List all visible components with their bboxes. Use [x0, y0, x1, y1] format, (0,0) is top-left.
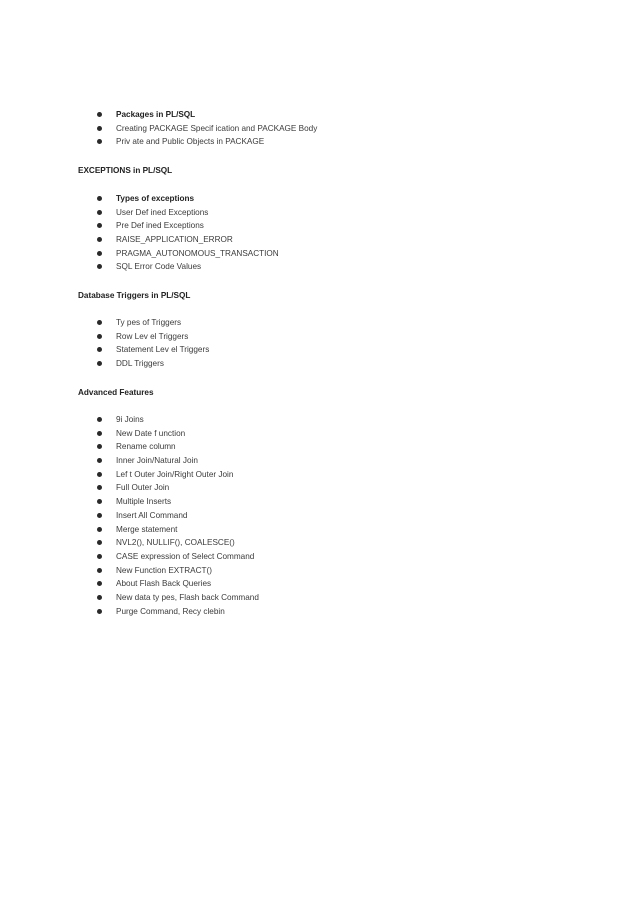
bullet-icon — [97, 458, 102, 463]
bullet-icon — [97, 540, 102, 545]
bullet-icon — [97, 320, 102, 325]
bullet-icon — [97, 554, 102, 559]
bullet-icon — [97, 334, 102, 339]
bullet-icon — [97, 431, 102, 436]
list-item-text: PRAGMA_AUTONOMOUS_TRANSACTION — [116, 248, 279, 258]
bullet-icon — [97, 527, 102, 532]
bullet-icon — [97, 361, 102, 366]
bullet-icon — [97, 251, 102, 256]
list-item-text: Purge Command, Recy clebin — [116, 606, 225, 616]
list-item-text: Inner Join/Natural Join — [116, 456, 198, 466]
bullet-icon — [97, 223, 102, 228]
bullet-icon — [97, 264, 102, 269]
exceptions-heading: EXCEPTIONS in PL/SQL — [78, 166, 173, 175]
bullet-icon — [97, 112, 102, 117]
bullet-icon — [97, 581, 102, 586]
bullet-icon — [97, 513, 102, 518]
list-item-text: New data ty pes, Flash back Command — [116, 592, 259, 602]
bullet-icon — [97, 417, 102, 422]
list-item-text: New Function EXTRACT() — [116, 565, 212, 575]
list-item-text: DDL Triggers — [116, 359, 164, 369]
bullet-icon — [97, 472, 102, 477]
list-item-text: Priv ate and Public Objects in PACKAGE — [116, 137, 265, 147]
list-item-text: Pre Def ined Exceptions — [116, 221, 204, 231]
bullet-icon — [97, 485, 102, 490]
bullet-icon — [97, 237, 102, 242]
list-item-text: Lef t Outer Join/Right Outer Join — [116, 469, 234, 479]
list-item-text: CASE expression of Select Command — [116, 551, 255, 561]
list-item-text: Statement Lev el Triggers — [116, 345, 210, 355]
bullet-icon — [97, 126, 102, 131]
advanced-features-heading: Advanced Features — [78, 388, 154, 397]
list-item-text: About Flash Back Queries — [116, 579, 212, 589]
list-item-text: User Def ined Exceptions — [116, 207, 209, 217]
list-item-text: Multiple Inserts — [116, 497, 172, 507]
list-item-text: New Date f unction — [116, 428, 186, 438]
list-item-text: Packages in PL/SQL — [116, 110, 196, 119]
list-item-text: Row Lev el Triggers — [116, 331, 189, 341]
list-item-text: Creating PACKAGE Specif ication and PACKAGE Body — [116, 123, 318, 133]
triggers-heading: Database Triggers in PL/SQL — [78, 291, 191, 300]
bullet-icon — [97, 609, 102, 614]
list-item-text: Merge statement — [116, 524, 178, 534]
bullet-icon — [97, 196, 102, 201]
bullet-icon — [97, 139, 102, 144]
bullet-icon — [97, 347, 102, 352]
list-item-text: Full Outer Join — [116, 483, 170, 493]
bullet-icon — [97, 444, 102, 449]
list-item-text: Rename column — [116, 442, 176, 452]
bullet-icon — [97, 210, 102, 215]
list-item-text: 9i Joins — [116, 415, 144, 424]
bullet-icon — [97, 595, 102, 600]
list-item-text: Types of exceptions — [116, 194, 195, 203]
list-item-text: SQL Error Code Values — [116, 262, 202, 272]
bullet-icon — [97, 499, 102, 504]
list-item-text: Insert All Command — [116, 510, 188, 520]
list-item-text: Ty pes of Triggers — [116, 318, 182, 327]
list-item-text: RAISE_APPLICATION_ERROR — [116, 235, 233, 245]
list-item-text: NVL2(), NULLIF(), COALESCE() — [116, 538, 235, 548]
bullet-icon — [97, 568, 102, 573]
